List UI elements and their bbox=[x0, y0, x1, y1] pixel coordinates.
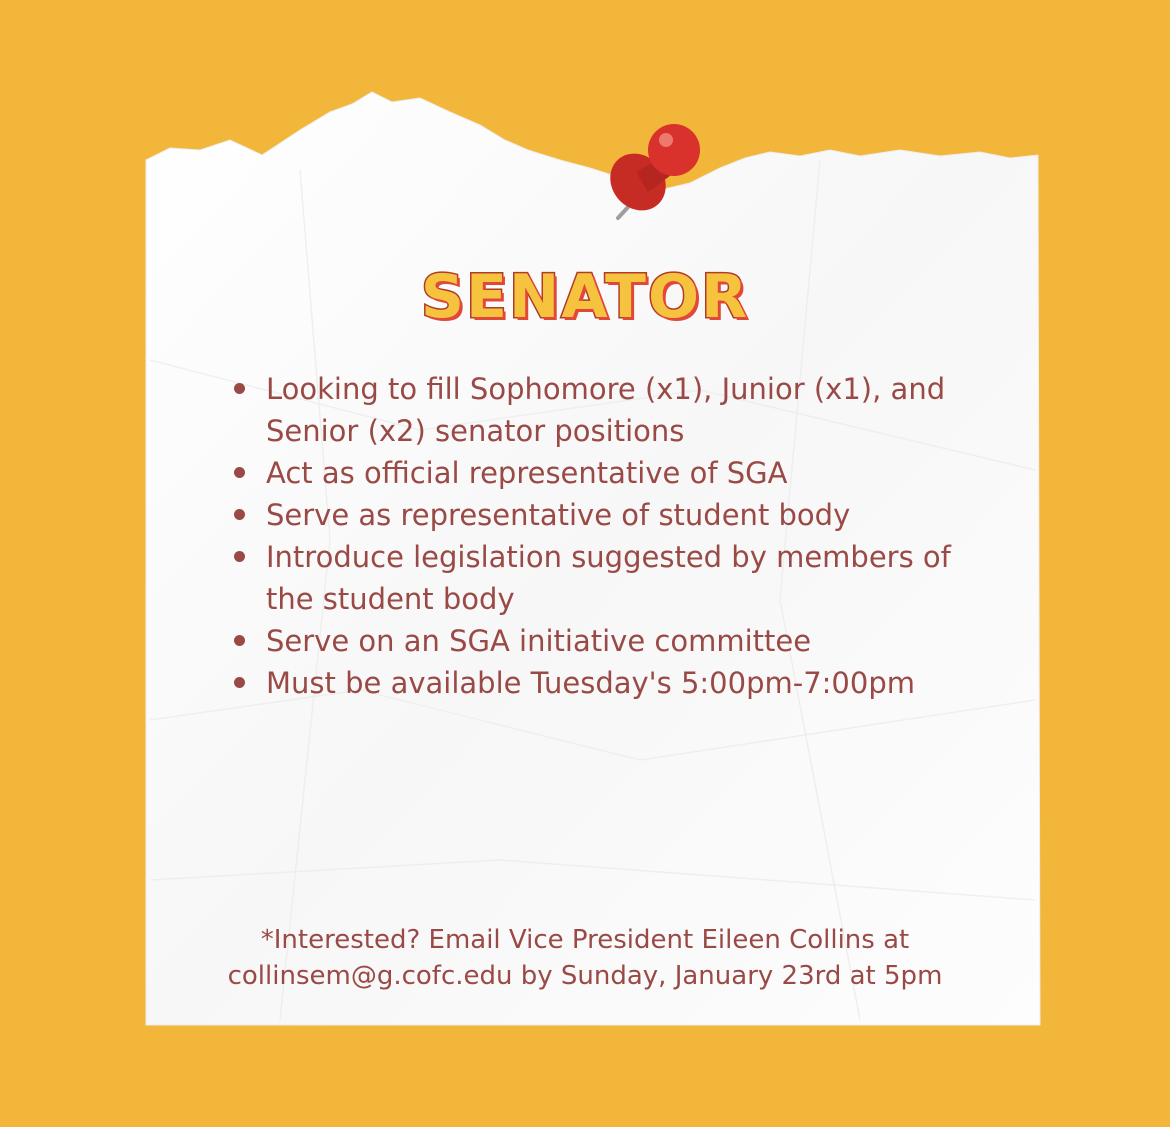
page-title: SENATOR bbox=[420, 262, 750, 332]
duties-list bbox=[228, 368, 988, 704]
list-item: Serve as representative of student body bbox=[228, 494, 988, 536]
contact-note bbox=[0, 922, 1170, 994]
contact-line-1: *Interested? Email Vice President Eileen Collins at bbox=[260, 925, 910, 955]
pushpin-icon bbox=[590, 110, 720, 235]
contact-line-2: collinsem@g.cofc.edu by Sunday, January 23rd at 5pm bbox=[227, 961, 943, 991]
bullet-icon bbox=[234, 551, 245, 562]
bullet-icon bbox=[234, 677, 245, 688]
list-item: Introduce legislation suggested by members of the student body bbox=[228, 536, 988, 620]
list-item: Must be available Tuesday's 5:00pm-7:00pm bbox=[228, 662, 988, 704]
bullet-icon bbox=[234, 383, 245, 394]
bullet-icon bbox=[234, 635, 245, 646]
list-item: Looking to fill Sophomore (x1), Junior (x1), and Senior (x2) senator positions bbox=[228, 368, 988, 452]
bullet-icon bbox=[234, 467, 245, 478]
list-item: Act as official representative of SGA bbox=[228, 452, 988, 494]
list-item: Serve on an SGA initiative committee bbox=[228, 620, 988, 662]
bullet-icon bbox=[234, 509, 245, 520]
